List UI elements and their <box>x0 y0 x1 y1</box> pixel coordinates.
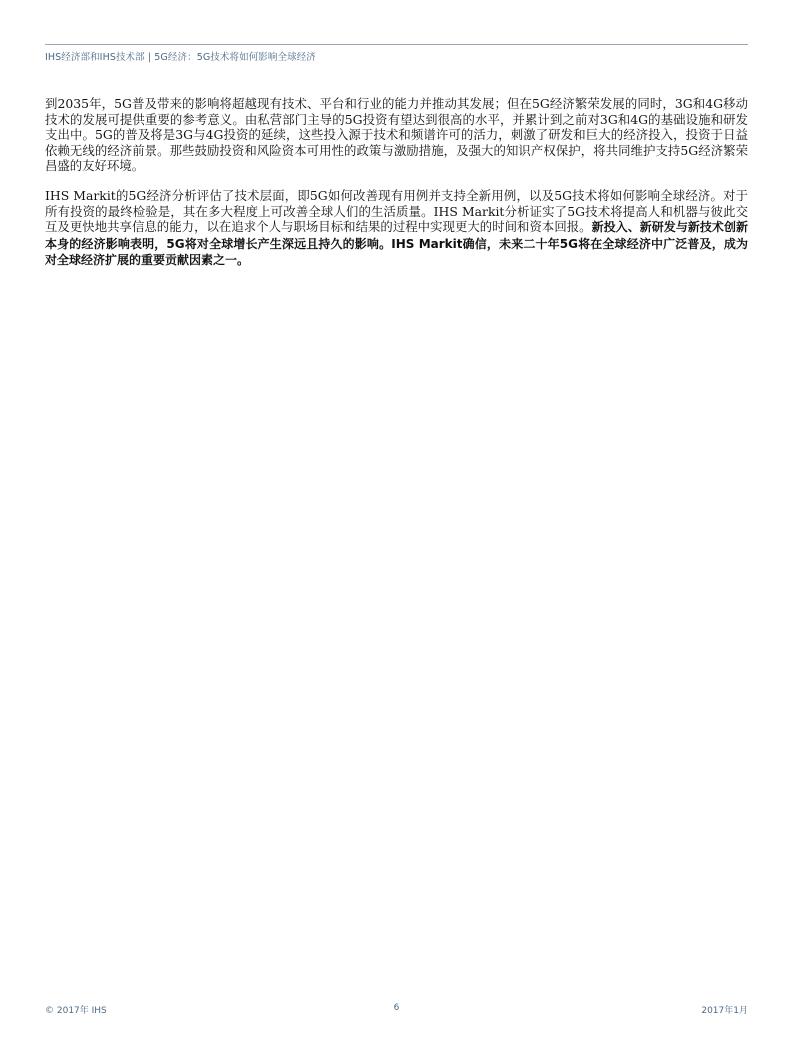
footer-date: 2017年1月 <box>701 1006 748 1016</box>
paragraph-1: 到2035年，5G普及带来的影响将超越现有技术、平台和行业的能力并推动其发展；但在5G经济繁荣发展的同时，3G和4G移动技术的发展可提供重要的参考意义。由私营部门主导的5G投资有望达到很高的水平，并累计到之前对3G和4G的基础设施和研发支出中。5G的普及将是3G与4G投资的延续，这些投入源于技术和频谱许可的活力，刺激了研发和巨大的经济投入，投资于日益依赖无线的经济前景。那些鼓励投资和风险资本可用性的政策与激励措施，及强大的知识产权保护，将共同维护支持5G经济繁荣昌盛的友好环境。 <box>45 96 748 174</box>
paragraph-2-regular: IHS Markit的5G经济分析评估了技术层面，即5G如何改善现有用例并支持全新用例，以及5G技术将如何影响全球经济。对于所有投资的最终检验是，其在多大程度上可改善全球人们的生活质量。IHS Markit分析证实了5G技术将提高人和机器与彼此交互及更快地共享信息的能力，以在追求个人与职场目标和结果的过程中实现更大的时间和资本回报。 <box>45 187 748 235</box>
paragraph-2 <box>45 188 748 269</box>
running-header: IHS经济部和IHS技术部 | 5G经济：5G技术将如何影响全球经济 <box>45 52 316 63</box>
page-body <box>45 96 748 283</box>
footer-page-number: 6 <box>393 1003 400 1013</box>
paragraph-2-bold-conclusion: 新投入、新研发与新技术创新本身的经济影响表明，5G将对全球增长产生深远且持久的影响。IHS Markit确信，未来二十年5G将在全球经济中广泛普及，成为对全球经济扩展的重要贡献因素之一。 <box>45 220 748 268</box>
page-footer <box>45 1003 748 1017</box>
footer-copyright: © 2017年 IHS <box>45 1006 107 1016</box>
header-rule <box>45 44 748 45</box>
